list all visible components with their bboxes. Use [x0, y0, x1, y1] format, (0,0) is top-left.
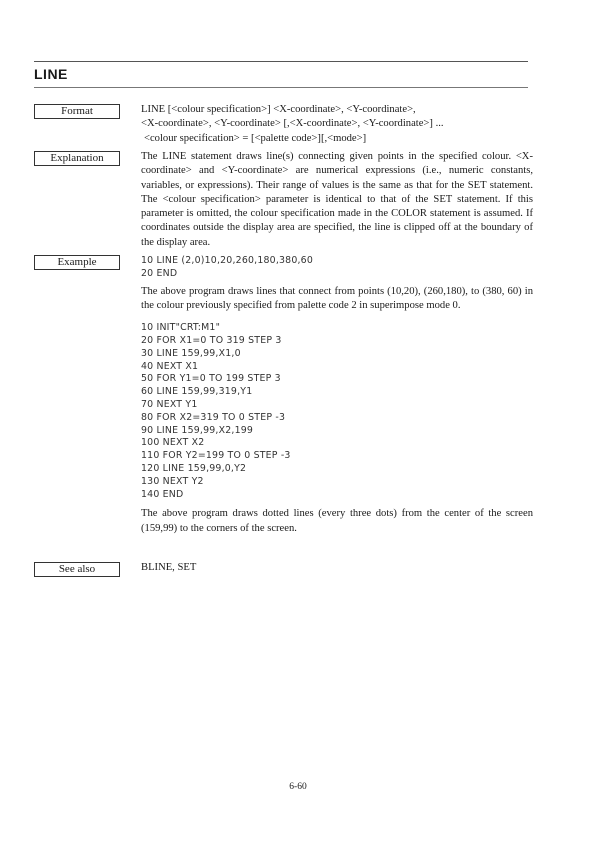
code-line: 10 INIT"CRT:M1": [141, 322, 221, 334]
code-line: 100 NEXT X2: [141, 437, 205, 449]
code-line: 60 LINE 159,99,319,Y1: [141, 386, 253, 398]
see-also-label: See also: [34, 562, 120, 577]
example-label: Example: [34, 255, 120, 270]
code-listing-2: [141, 322, 533, 501]
example-description-2: The above program draws dotted lines (every three dots) from the center of the screen (159,99) to the corners of the screen.: [141, 508, 533, 534]
format-line: <colour specification> = [<palette code>][,<mode>]: [144, 132, 367, 144]
format-line: LINE [<colour specification>] <X-coordinate>, <Y-coordinate>,: [141, 104, 416, 115]
page-heading: LINE: [34, 66, 68, 82]
code-line: 10 LINE (2,0)10,20,260,180,380,60: [141, 255, 314, 266]
code-line: 80 FOR X2=319 TO 0 STEP -3: [141, 411, 286, 423]
code-line: 90 LINE 159,99,X2,199: [141, 424, 254, 436]
code-line: 130 NEXT Y2: [141, 475, 204, 487]
see-also-references: BLINE, SET: [141, 562, 197, 573]
example-content: [141, 255, 533, 536]
see-also-text: [141, 561, 533, 575]
code-line: 70 NEXT Y1: [141, 398, 198, 410]
code-line: 40 NEXT X1: [141, 360, 199, 372]
page-number: 6-60: [289, 782, 307, 792]
heading-rule: [34, 87, 528, 88]
code-line: 30 LINE 159,99,X1,0: [141, 347, 241, 359]
code-line: 140 END: [141, 488, 184, 500]
code-line: 50 FOR Y1=0 TO 199 STEP 3: [141, 373, 281, 385]
explanation-text: [141, 150, 533, 250]
example-description-1: The above program draws lines that connect from points (10,20), (260,180), to (380, 60) in the colour previously specified from palette code 2 in superimpose mode 0.: [141, 285, 533, 311]
code-line: 20 FOR X1=0 TO 319 STEP 3: [141, 334, 282, 346]
code-line: 20 END: [141, 267, 178, 279]
top-rule: [34, 61, 528, 62]
explanation-label: Explanation: [34, 151, 120, 166]
format-line: <X-coordinate>, <Y-coordinate> [,<X-coordinate>, <Y-coordinate>] ...: [141, 118, 444, 130]
explanation-paragraph: The LINE statement draws line(s) connecting given points in the specified colour. <X-coordinate> and <Y-coordinate> are numerical expressions (i.e., numeric constants, variables, or expressions). Their range of values is the same as that for the SET statement. The <colour specification> parameter is identical to that of the SET statement. If this parameter is omitted, the colour specification made in the COLOR statement is assumed. If coordinates outside the display area are specified, the line is clipped off at the boundary of the display area.: [141, 151, 533, 248]
code-listing-1: [141, 255, 533, 281]
code-line: 120 LINE 159,99,0,Y2: [141, 462, 247, 474]
format-label: Format: [34, 104, 120, 119]
format-syntax: [141, 103, 533, 146]
code-line: 110 FOR Y2=199 TO 0 STEP -3: [141, 450, 291, 462]
